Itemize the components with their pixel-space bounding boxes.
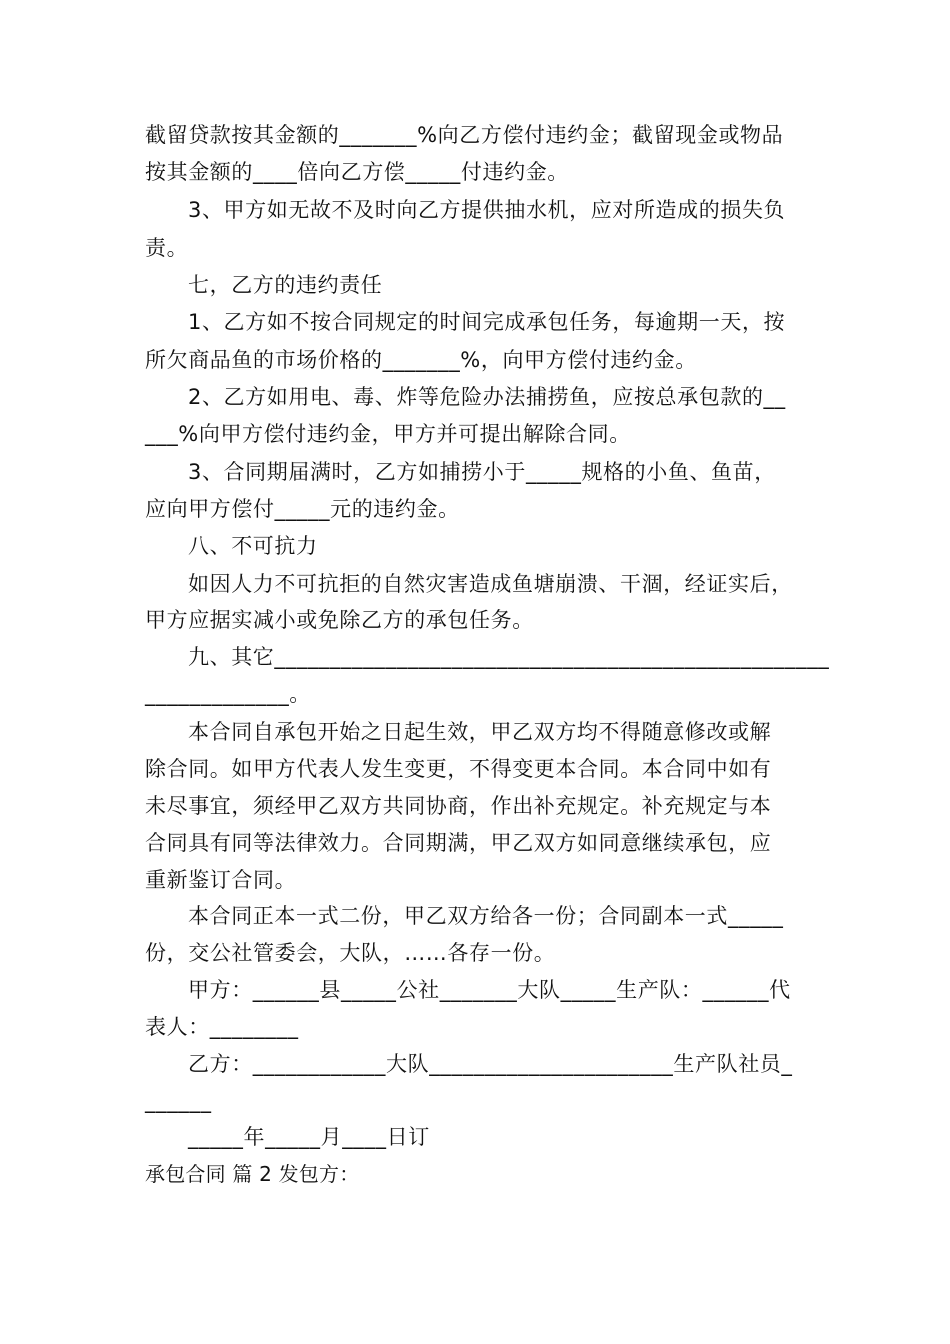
text-line: 除合同。如甲方代表人发生变更，不得变更本合同。本合同中如有 [145,757,772,781]
text-line: ___%向甲方偿付违约金，甲方并可提出解除合同。 [145,422,631,446]
signature-line: ______ [145,1089,212,1113]
text-line: 按其金额的____倍向乙方偿_____付违约金。 [145,160,569,184]
signature-line: 甲方：______县_____公社_______大队_____生产队：______代 [188,978,791,1002]
text-line: 截留贷款按其金额的_______%向乙方偿付违约金；截留现金或物品 [145,123,784,147]
date-line: _____年_____月____日订 [188,1125,430,1149]
text-line: 甲方应据实减小或免除乙方的承包任务。 [145,608,534,632]
signature-line: 表人：________ [145,1015,299,1039]
text-line: 3、甲方如无故不及时向乙方提供抽水机，应对所造成的损失负 [188,198,786,222]
next-contract-title: 承包合同 篇 2 发包方： [145,1162,360,1186]
text-line: 责。 [145,236,189,260]
section-heading: 八、不可抗力 [188,534,318,558]
text-line: 2、乙方如用电、毒、炸等危险办法捕捞鱼，应按总承包款的__ [188,385,786,409]
section-heading: 七，乙方的违约责任 [188,273,383,297]
text-line: 本合同正本一式二份，甲乙双方给各一份；合同副本一式_____ [188,904,784,928]
text-line: 1、乙方如不按合同规定的时间完成承包任务，每逾期一天，按 [188,310,786,334]
text-line: 合同具有同等法律效力。合同期满，甲乙双方如同意继续承包，应 [145,831,772,855]
text-line: 本合同自承包开始之日起生效，甲乙双方均不得随意修改或解 [188,720,772,744]
section-heading: 九、其它__________________________________________________ [188,645,830,669]
text-line: 3、合同期届满时，乙方如捕捞小于_____规格的小鱼、鱼苗， [188,460,776,484]
text-line: 份，交公社管委会，大队，……各存一份。 [145,941,556,965]
text-line: 重新鉴订合同。 [145,868,297,892]
text-line: 所欠商品鱼的市场价格的_______%，向甲方偿付违约金。 [145,348,697,372]
text-line: 如因人力不可抗拒的自然灾害造成鱼塘崩溃、干涸，经证实后， [188,572,793,596]
text-line: 应向甲方偿付_____元的违约金。 [145,497,460,521]
text-line: 未尽事宜，须经甲乙双方共同协商，作出补充规定。补充规定与本 [145,794,772,818]
signature-line: 乙方：____________大队______________________生产队社员_ [188,1052,793,1076]
text-line: _____________。 [145,682,311,706]
